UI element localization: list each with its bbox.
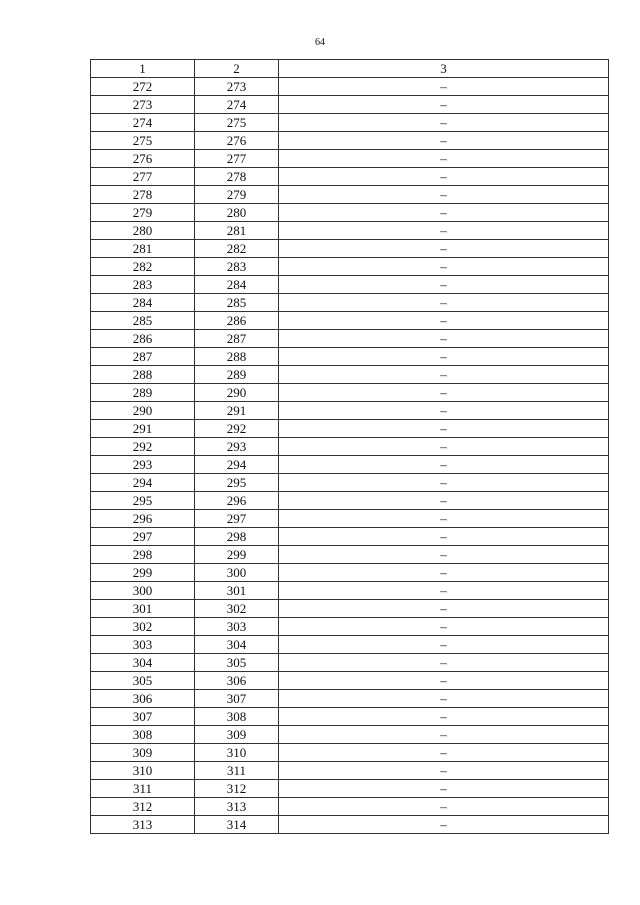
table-row	[91, 636, 609, 654]
table-cell-col3: –	[279, 564, 609, 582]
table-cell-col1: 312	[91, 798, 195, 816]
table-cell-col3: –	[279, 690, 609, 708]
table-cell-col2: 290	[195, 384, 279, 402]
column-header-1: 1	[91, 60, 195, 78]
table-cell-col3: –	[279, 402, 609, 420]
table-header-row	[91, 60, 609, 78]
table-row	[91, 582, 609, 600]
table-row	[91, 204, 609, 222]
table-cell-col3: –	[279, 348, 609, 366]
table-cell-col1: 310	[91, 762, 195, 780]
table-cell-col2: 304	[195, 636, 279, 654]
data-table	[90, 59, 609, 834]
table-cell-col3: –	[279, 276, 609, 294]
table-cell-col1: 272	[91, 78, 195, 96]
table-cell-col2: 306	[195, 672, 279, 690]
table-cell-col3: –	[279, 78, 609, 96]
table-cell-col3: –	[279, 204, 609, 222]
table-cell-col3: –	[279, 132, 609, 150]
table-cell-col1: 305	[91, 672, 195, 690]
table-cell-col2: 307	[195, 690, 279, 708]
table-cell-col3: –	[279, 384, 609, 402]
table-row	[91, 708, 609, 726]
table-cell-col2: 301	[195, 582, 279, 600]
table-cell-col3: –	[279, 258, 609, 276]
table-row	[91, 222, 609, 240]
table-row	[91, 618, 609, 636]
table-row	[91, 528, 609, 546]
table-row	[91, 384, 609, 402]
table-cell-col3: –	[279, 420, 609, 438]
table-cell-col2: 284	[195, 276, 279, 294]
table-cell-col2: 282	[195, 240, 279, 258]
table-cell-col3: –	[279, 366, 609, 384]
table-cell-col3: –	[279, 96, 609, 114]
table-cell-col1: 306	[91, 690, 195, 708]
table-row	[91, 132, 609, 150]
table-cell-col3: –	[279, 546, 609, 564]
table-cell-col1: 275	[91, 132, 195, 150]
table-row	[91, 816, 609, 834]
table-cell-col2: 277	[195, 150, 279, 168]
table-cell-col1: 283	[91, 276, 195, 294]
table-cell-col2: 289	[195, 366, 279, 384]
table-row	[91, 780, 609, 798]
table-cell-col1: 274	[91, 114, 195, 132]
table-cell-col1: 288	[91, 366, 195, 384]
table-cell-col1: 278	[91, 186, 195, 204]
table-row	[91, 474, 609, 492]
table-row	[91, 402, 609, 420]
table-cell-col2: 280	[195, 204, 279, 222]
table-cell-col3: –	[279, 492, 609, 510]
table-body	[91, 60, 609, 834]
table-row	[91, 276, 609, 294]
table-cell-col2: 291	[195, 402, 279, 420]
table-cell-col1: 307	[91, 708, 195, 726]
table-cell-col1: 296	[91, 510, 195, 528]
table-cell-col2: 305	[195, 654, 279, 672]
table-cell-col1: 308	[91, 726, 195, 744]
table-cell-col1: 284	[91, 294, 195, 312]
table-cell-col2: 308	[195, 708, 279, 726]
table-row	[91, 186, 609, 204]
table-row	[91, 456, 609, 474]
table-cell-col2: 288	[195, 348, 279, 366]
table-cell-col2: 292	[195, 420, 279, 438]
table-cell-col3: –	[279, 438, 609, 456]
table-row	[91, 672, 609, 690]
table-cell-col3: –	[279, 150, 609, 168]
table-cell-col1: 273	[91, 96, 195, 114]
table-cell-col3: –	[279, 600, 609, 618]
table-cell-col3: –	[279, 672, 609, 690]
table-cell-col2: 313	[195, 798, 279, 816]
table-cell-col1: 279	[91, 204, 195, 222]
table-cell-col2: 294	[195, 456, 279, 474]
table-row	[91, 294, 609, 312]
table-cell-col2: 312	[195, 780, 279, 798]
table-row	[91, 258, 609, 276]
table-cell-col1: 298	[91, 546, 195, 564]
table-cell-col3: –	[279, 312, 609, 330]
table-cell-col3: –	[279, 726, 609, 744]
table-cell-col3: –	[279, 510, 609, 528]
table-row	[91, 798, 609, 816]
table-cell-col1: 311	[91, 780, 195, 798]
table-cell-col3: –	[279, 186, 609, 204]
table-cell-col2: 296	[195, 492, 279, 510]
table-cell-col3: –	[279, 240, 609, 258]
table-row	[91, 240, 609, 258]
table-cell-col1: 285	[91, 312, 195, 330]
table-cell-col3: –	[279, 294, 609, 312]
table-cell-col3: –	[279, 636, 609, 654]
table-row	[91, 78, 609, 96]
table-cell-col2: 279	[195, 186, 279, 204]
table-cell-col3: –	[279, 798, 609, 816]
table-cell-col1: 292	[91, 438, 195, 456]
table-cell-col2: 314	[195, 816, 279, 834]
table-cell-col3: –	[279, 456, 609, 474]
table-cell-col1: 286	[91, 330, 195, 348]
table-row	[91, 438, 609, 456]
column-header-2: 2	[195, 60, 279, 78]
table-cell-col3: –	[279, 708, 609, 726]
table-row	[91, 96, 609, 114]
table-cell-col1: 304	[91, 654, 195, 672]
table-row	[91, 330, 609, 348]
table-cell-col2: 281	[195, 222, 279, 240]
table-row	[91, 510, 609, 528]
table-cell-col3: –	[279, 618, 609, 636]
table-row	[91, 492, 609, 510]
table-cell-col1: 289	[91, 384, 195, 402]
table-cell-col1: 300	[91, 582, 195, 600]
table-row	[91, 564, 609, 582]
table-row	[91, 366, 609, 384]
table-cell-col3: –	[279, 762, 609, 780]
table-cell-col3: –	[279, 330, 609, 348]
table-cell-col1: 276	[91, 150, 195, 168]
table-cell-col1: 303	[91, 636, 195, 654]
table-row	[91, 150, 609, 168]
page-number: 64	[315, 37, 325, 48]
table-cell-col1: 277	[91, 168, 195, 186]
table-row	[91, 744, 609, 762]
table-cell-col2: 302	[195, 600, 279, 618]
column-header-3: 3	[279, 60, 609, 78]
table-row	[91, 312, 609, 330]
table-cell-col1: 290	[91, 402, 195, 420]
table-cell-col2: 309	[195, 726, 279, 744]
table-cell-col2: 274	[195, 96, 279, 114]
table-cell-col1: 295	[91, 492, 195, 510]
table-cell-col3: –	[279, 816, 609, 834]
table-cell-col3: –	[279, 114, 609, 132]
table-cell-col2: 283	[195, 258, 279, 276]
table-row	[91, 690, 609, 708]
table-row	[91, 420, 609, 438]
table-cell-col3: –	[279, 744, 609, 762]
table-cell-col1: 293	[91, 456, 195, 474]
table-cell-col2: 303	[195, 618, 279, 636]
table-cell-col3: –	[279, 528, 609, 546]
table-cell-col1: 309	[91, 744, 195, 762]
table-cell-col2: 311	[195, 762, 279, 780]
table-cell-col1: 294	[91, 474, 195, 492]
table-cell-col3: –	[279, 582, 609, 600]
table-cell-col1: 282	[91, 258, 195, 276]
table-cell-col2: 273	[195, 78, 279, 96]
table-cell-col1: 280	[91, 222, 195, 240]
table-row	[91, 348, 609, 366]
table-cell-col3: –	[279, 168, 609, 186]
table-cell-col2: 287	[195, 330, 279, 348]
table-cell-col3: –	[279, 474, 609, 492]
table-cell-col2: 297	[195, 510, 279, 528]
table-row	[91, 546, 609, 564]
table-cell-col2: 276	[195, 132, 279, 150]
table-row	[91, 726, 609, 744]
table-cell-col3: –	[279, 780, 609, 798]
table-cell-col2: 310	[195, 744, 279, 762]
table-cell-col1: 299	[91, 564, 195, 582]
table-cell-col1: 291	[91, 420, 195, 438]
table-cell-col1: 297	[91, 528, 195, 546]
table-row	[91, 654, 609, 672]
table-cell-col1: 287	[91, 348, 195, 366]
table-cell-col2: 295	[195, 474, 279, 492]
table-cell-col2: 298	[195, 528, 279, 546]
table-cell-col1: 313	[91, 816, 195, 834]
table-row	[91, 600, 609, 618]
table-row	[91, 168, 609, 186]
table-cell-col2: 285	[195, 294, 279, 312]
table-cell-col3: –	[279, 654, 609, 672]
table-cell-col2: 286	[195, 312, 279, 330]
table-cell-col1: 301	[91, 600, 195, 618]
table-cell-col2: 293	[195, 438, 279, 456]
table-row	[91, 114, 609, 132]
table-cell-col1: 281	[91, 240, 195, 258]
table-row	[91, 762, 609, 780]
table-cell-col1: 302	[91, 618, 195, 636]
table-cell-col2: 278	[195, 168, 279, 186]
table-cell-col3: –	[279, 222, 609, 240]
table-cell-col2: 275	[195, 114, 279, 132]
table-cell-col2: 300	[195, 564, 279, 582]
table-cell-col2: 299	[195, 546, 279, 564]
